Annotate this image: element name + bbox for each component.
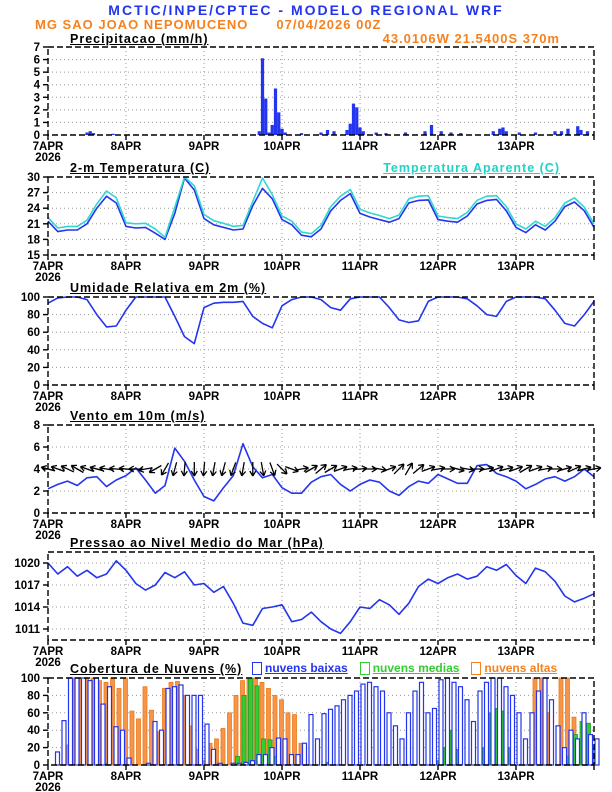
day-tick-label: 12APR [419,771,457,783]
y-tick-label: 0 [33,508,40,520]
y-tick-label: 0 [33,380,40,392]
cloud-bar-blue [108,687,112,765]
cloud-bar-blue [465,700,469,765]
cloud-bar-blue [283,739,287,765]
y-tick-label: 0 [33,130,40,142]
y-tick-label: 20 [27,742,40,755]
precip-bar [566,129,569,135]
day-tick-label: 10APR [263,771,301,783]
y-tick-label: 40 [27,344,40,357]
day-tick-label: 7APR [32,141,64,153]
y-tick-label: 20 [27,362,40,375]
day-tick-label: 9APR [188,519,220,531]
y-tick-label: 30 [27,172,40,184]
y-tick-label: 15 [27,250,40,262]
y-tick-label: 40 [27,725,40,738]
precip-bar [280,129,283,135]
cloud-bar-blue [257,755,261,765]
y-tick-label: 1 [33,117,40,130]
day-tick-label: 12APR [419,141,457,153]
y-tick-label: 18 [27,234,40,247]
precip-bar [358,127,361,135]
wind-barb [411,462,426,476]
y-tick-label: 2 [33,486,40,498]
cloud-bar-blue [335,706,339,765]
cloud-bar-blue [394,726,398,765]
cloud-bar-blue [556,726,560,765]
day-tick-label: 8APR [110,771,142,783]
cloud-bar-blue [186,695,190,765]
cloud-bar-blue [485,682,489,765]
series-line [48,561,594,634]
legend-label: nuvens baixas [265,661,348,675]
precip-chart-title: Precipitacao (mm/h) [70,32,209,46]
cloud-bar-blue [290,755,294,765]
cloud-bar-blue [472,722,476,766]
precip-bar [277,112,280,135]
y-tick-label: 1017 [14,580,40,592]
day-tick-label: 9APR [188,646,220,658]
cloud-bar-blue [173,687,177,765]
cloud-bar-blue [316,739,320,765]
run-datetime: 07/04/2026 00Z [276,17,382,32]
cloud-bar-blue [576,739,580,765]
day-tick-label: 11APR [341,141,379,153]
precip-bar [579,130,582,135]
cloud-bar-blue [478,691,482,765]
cloud-bar-blue [511,695,515,765]
cloud-bar-blue [166,688,170,765]
cloud-bar-blue [368,682,372,765]
day-tick-label: 13APR [497,646,535,658]
cloud-bar-blue [433,708,437,765]
cloud-bar-blue [569,730,573,765]
wind-barb [181,462,188,476]
day-tick-label: 8APR [110,261,142,273]
rh-frame [48,297,594,385]
cloud-bar-blue [114,727,118,765]
main-title: MCTIC/INPE/CPTEC - MODELO REGIONAL WRF [108,2,504,18]
cloud-bar-blue [582,713,586,765]
day-tick-label: 7APR [32,646,64,658]
cloud-bar-blue [56,752,60,765]
day-tick-label: 13APR [497,391,535,403]
day-tick-label: 7APR [32,771,64,783]
wind-chart-title: Vento em 10m (m/s) [70,409,206,423]
day-tick-label: 10APR [263,261,301,273]
precip-bar [352,104,355,135]
cloud-bar-blue [374,687,378,765]
cloud-bar-blue [387,713,391,765]
series-line [48,444,594,501]
precip-bar [430,125,433,135]
cloud-bar-blue [439,680,443,765]
y-tick-label: 8 [33,420,40,432]
cloud-bar-blue [498,678,502,765]
cloud-bar-blue [517,713,521,765]
day-tick-label: 13APR [497,261,535,273]
y-tick-label: 1011 [15,624,40,636]
y-tick-label: 4 [33,464,40,476]
series-line [48,297,594,344]
cloud-bar-blue [270,748,274,765]
cloud-bar-blue [212,749,216,765]
cloud-bar-blue [147,763,151,765]
day-tick-label: 7APR [32,391,64,403]
cloud-bar-blue [127,758,131,765]
y-tick-label: 21 [27,218,40,231]
y-tick-label: 1014 [14,602,40,614]
day-tick-label: 8APR [110,646,142,658]
day-tick-label: 11APR [341,771,379,783]
cloud-bar-blue [543,678,547,765]
cloud-bar-green [255,686,259,765]
y-tick-label: 7 [33,42,40,54]
y-tick-label: 100 [20,292,40,304]
year-label: 2026 [35,530,61,542]
cloud-bar-blue [550,700,554,765]
pres-frame [48,552,594,640]
cloud-bar-blue [82,678,86,765]
legend-label: nuvens medias [372,661,460,675]
humidity-chart-title: Umidade Relativa em 2m (%) [70,281,267,295]
year-label: 2026 [35,272,61,284]
year-label: 2026 [35,657,61,669]
cloud-bar-blue [452,682,456,765]
year-label: 2026 [35,402,61,414]
cloud-bar-orange [130,711,134,765]
precip-bar [274,88,277,135]
cloud-bar-orange [234,695,238,765]
y-tick-label: 24 [27,203,40,216]
apparent-temperature-title: Temperatura Aparente (C) [383,161,560,175]
day-tick-label: 13APR [497,519,535,531]
cloud-bar-blue [381,691,385,765]
cloud-bar-blue [589,735,593,765]
y-tick-label: 2 [33,104,40,117]
cloud-bar-blue [413,691,417,765]
day-tick-label: 9APR [188,391,220,403]
cloud-bar-blue [459,687,463,765]
y-tick-label: 5 [33,67,40,80]
cloud-bar-blue [420,682,424,765]
cloud-bar-blue [426,713,430,765]
cloud-bar-blue [355,691,359,765]
day-tick-label: 9APR [188,261,220,273]
cloud-bar-blue [595,739,599,765]
coordinates-label: 43.0106W 21.5400S 370m [382,31,560,46]
cloud-bar-blue [205,724,209,765]
year-label: 2026 [35,152,61,164]
precip-bar [576,126,579,135]
cloud-bar-blue [342,700,346,765]
precip-bar [501,127,504,135]
temperature-chart-title: 2-m Temperatura (C) [70,161,211,175]
y-tick-label: 1020 [14,558,40,570]
cloud-bar-blue [95,678,99,765]
cloud-bar-blue [69,678,73,765]
day-tick-label: 7APR [32,519,64,531]
cloud-bar-blue [62,721,66,765]
precip-bar [271,125,274,135]
day-tick-label: 10APR [263,391,301,403]
y-tick-label: 80 [27,309,40,322]
day-tick-label: 11APR [341,646,379,658]
cloud-bar-blue [400,739,404,765]
cloud-bar-orange [228,713,232,765]
cloud-bar-blue [361,684,365,765]
pressure-chart-title: Pressao ao Nivel Medio do Mar (hPa) [70,536,324,550]
precip-bar [349,124,352,135]
wind-barb [89,464,104,473]
cloud-bar-blue [153,722,157,766]
cloud-bar-blue [524,739,528,765]
cloud-bar-blue [303,743,307,765]
cloud-bar-blue [160,730,164,765]
precip-frame [48,47,594,135]
day-tick-label: 9APR [188,141,220,153]
day-tick-label: 13APR [497,141,535,153]
cloud-bar-blue [407,713,411,765]
day-tick-label: 7APR [32,261,64,273]
wind-barb [200,462,207,476]
cloud-bar-blue [121,730,125,765]
y-tick-label: 60 [27,707,40,720]
cloud-bar-blue [504,687,508,765]
day-tick-label: 9APR [188,771,220,783]
day-tick-label: 12APR [419,391,457,403]
cloud-bar-blue [296,755,300,765]
cloud-bar-blue [264,755,268,765]
cloud-bar-blue [563,748,567,765]
cloud-bar-blue [179,685,183,765]
day-tick-label: 11APR [341,261,379,273]
legend-label: nuvens altas [484,661,558,675]
day-tick-label: 10APR [263,141,301,153]
day-tick-label: 8APR [110,141,142,153]
day-tick-label: 10APR [263,646,301,658]
day-tick-label: 12APR [419,519,457,531]
day-tick-label: 12APR [419,646,457,658]
cloud-bar-orange [221,728,225,765]
cloud-bar-blue [192,695,196,765]
y-tick-label: 4 [33,79,40,92]
precip-bar [345,130,348,135]
day-tick-label: 13APR [497,771,535,783]
cloud-bar-blue [309,715,313,765]
precip-bar [264,99,267,135]
day-tick-label: 12APR [419,261,457,273]
day-tick-label: 11APR [341,519,379,531]
cloud-bar-orange [143,687,147,765]
cloud-bar-blue [75,678,79,765]
station-name: MG SAO JOAO NEPOMUCENO [35,17,249,32]
y-tick-label: 3 [33,92,40,105]
y-tick-label: 60 [27,327,40,340]
y-tick-label: 27 [27,187,40,200]
cloud-bar-blue [101,704,105,765]
precip-bar [355,107,358,135]
cloud-bar-orange [137,719,141,765]
year-label: 2026 [35,782,61,792]
y-tick-label: 80 [27,690,40,703]
day-tick-label: 8APR [110,391,142,403]
cloud-bar-blue [446,678,450,765]
cloud-bar-green [242,695,246,765]
precip-bar [498,129,501,135]
day-tick-label: 10APR [263,519,301,531]
cloud-bar-blue [329,709,333,765]
cloud-bar-blue [199,695,203,765]
day-tick-label: 11APR [341,391,379,403]
cloud-bar-blue [322,714,326,765]
precip-bar [261,58,264,135]
clouds-chart-title: Cobertura de Nuvens (%) [70,662,243,676]
cloud-bar-green [249,678,253,765]
cloud-bar-blue [491,678,495,765]
y-tick-label: 6 [33,54,40,67]
cloud-bar-blue [348,695,352,765]
y-tick-label: 6 [33,442,40,454]
day-tick-label: 8APR [110,519,142,531]
y-tick-label: 0 [33,760,40,772]
y-tick-label: 100 [20,673,40,685]
cloud-bar-blue [277,738,281,765]
cloud-bar-blue [88,681,92,765]
cloud-bar-blue [537,691,541,765]
cloud-bar-blue [530,713,534,765]
precip-bar [326,130,329,135]
